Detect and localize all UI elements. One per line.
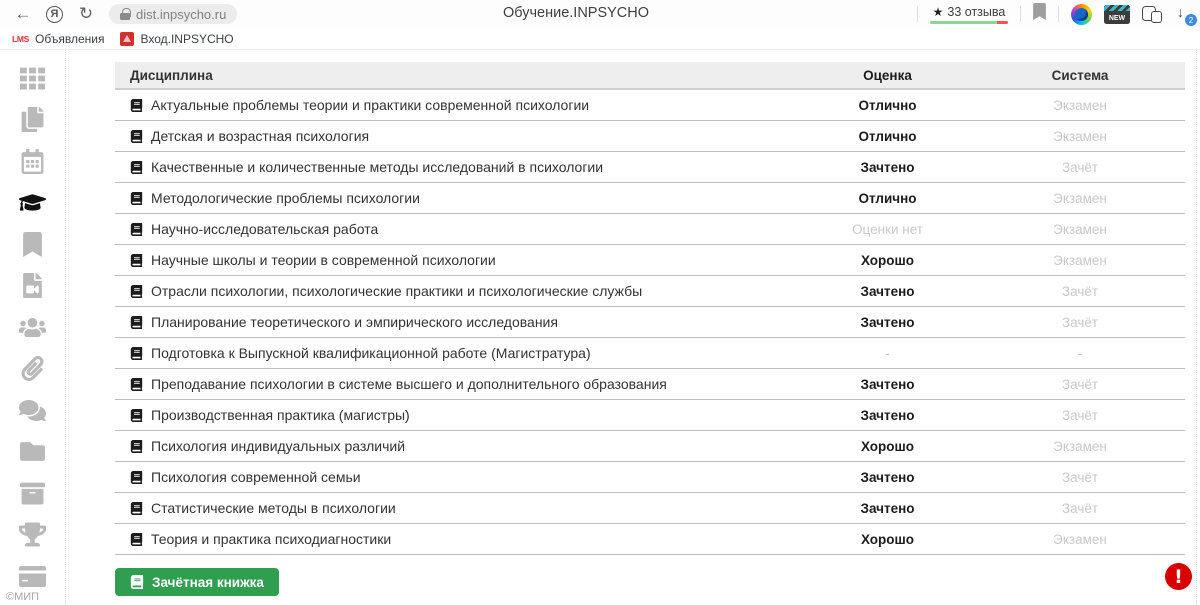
bookmarks-bar: [0, 28, 1200, 50]
copy-icon: [19, 107, 46, 137]
table-row[interactable]: [115, 121, 1185, 152]
bookmark-icon: [19, 232, 46, 262]
copyright-label: ©МИП: [6, 591, 40, 603]
comments-icon: [19, 398, 46, 428]
grade-value: Зачтено: [860, 314, 915, 330]
system-value: Экзамен: [1053, 190, 1107, 206]
discipline-name: Статистические методы в психологии: [151, 500, 396, 516]
book-icon: [130, 575, 144, 589]
bookmark-announcements[interactable]: [8, 32, 108, 46]
discipline-name: Планирование теоретического и эмпирического исследования: [151, 314, 558, 330]
users-icon: [19, 315, 46, 345]
sidebar-item-files[interactable]: [0, 434, 66, 476]
system-value: -: [1077, 345, 1083, 361]
sidebar-item-calendar[interactable]: [0, 143, 66, 185]
sidebar-nav: [0, 50, 66, 605]
table-row[interactable]: [115, 431, 1185, 462]
discipline-name: Подготовка к Выпускной квалификационной работе (Магистратура): [151, 345, 591, 361]
lock-icon: [120, 8, 130, 20]
discipline-name: Качественные и количественные методы исследований в психологии: [151, 159, 604, 175]
video-file-icon: [19, 273, 46, 303]
sidebar-item-attachments[interactable]: [0, 351, 66, 393]
discipline-name: Актуальные проблемы теории и практики современной психологии: [151, 97, 590, 113]
discipline-name: Психология современной семьи: [151, 469, 361, 485]
bookmark-label: Вход.INPSYCHO: [140, 31, 234, 46]
sidebar-item-studies[interactable]: [0, 185, 66, 227]
folder-icon: [19, 439, 46, 469]
book-icon: [130, 347, 143, 360]
system-value: Зачёт: [1061, 283, 1099, 299]
discipline-name: Научно-исследовательская работа: [151, 221, 379, 237]
table-header-row: [115, 62, 1185, 90]
grade-value: Отлично: [858, 128, 917, 144]
book-icon: [130, 440, 143, 453]
back-button[interactable]: ←: [14, 4, 32, 23]
calendar-icon: [19, 149, 46, 179]
grade-value: Зачтено: [860, 376, 915, 392]
separator: [917, 6, 918, 22]
grid-icon: [19, 66, 46, 96]
book-icon: [130, 192, 143, 205]
book-icon: [130, 254, 143, 267]
gradebook-button-label: Зачётная книжка: [152, 574, 264, 590]
discipline-name: Научные школы и теории в современной психологии: [151, 252, 496, 268]
system-value: Экзамен: [1053, 531, 1107, 547]
sidebar-item-documents[interactable]: [0, 102, 66, 144]
book-icon: [130, 99, 143, 112]
trophy-icon: [19, 522, 46, 552]
header-grade: Оценка: [863, 67, 912, 83]
new-feature-icon[interactable]: NEW: [1104, 5, 1130, 24]
book-icon: [130, 378, 143, 391]
grade-value: Хорошо: [860, 252, 915, 268]
system-value: Зачёт: [1061, 407, 1099, 423]
book-icon: [130, 502, 143, 515]
grade-value: Зачтено: [860, 500, 915, 516]
header-discipline: Дисциплина: [130, 67, 213, 83]
book-icon: [130, 223, 143, 236]
lms-favicon: LMS: [12, 33, 30, 44]
mip-logo-favicon: [120, 32, 134, 46]
book-icon: [130, 130, 143, 143]
book-icon: [130, 533, 143, 546]
discipline-name: Детская и возрастная психология: [151, 128, 370, 144]
browser-chrome: [0, 0, 1200, 28]
url-text: dist.inpsycho.ru: [136, 6, 227, 22]
bookmark-flag-icon[interactable]: [1033, 3, 1046, 25]
system-value: Зачёт: [1061, 500, 1099, 516]
grade-value: Отлично: [858, 97, 917, 113]
table-row[interactable]: [115, 400, 1185, 431]
graduation-cap-icon: [19, 190, 46, 220]
table-row[interactable]: [115, 214, 1185, 245]
table-row[interactable]: [115, 462, 1185, 493]
discipline-name: Производственная практика (магистры): [151, 407, 410, 423]
star-icon: ★: [932, 4, 944, 19]
system-value: Зачёт: [1061, 376, 1099, 392]
downloads-button[interactable]: [1174, 4, 1194, 24]
grade-value: Хорошо: [860, 531, 915, 547]
discipline-name: Психология индивидуальных различий: [151, 438, 406, 454]
table-row[interactable]: [115, 524, 1185, 555]
sidebar-item-media[interactable]: [0, 268, 66, 310]
page-right-border: [1196, 50, 1197, 605]
book-icon: [130, 409, 143, 422]
separator: [1020, 6, 1021, 22]
grade-value: Хорошо: [860, 438, 915, 454]
sidebar-item-bookmarks[interactable]: [0, 226, 66, 268]
table-row[interactable]: [115, 183, 1185, 214]
grade-value: Зачтено: [860, 159, 915, 175]
grade-value: Зачтено: [860, 469, 915, 485]
table-row[interactable]: [115, 245, 1185, 276]
yandex-home-button[interactable]: Я: [46, 6, 63, 23]
book-icon: [130, 161, 143, 174]
sidebar-item-users[interactable]: [0, 309, 66, 351]
page-title: Обучение.INPSYCHO: [502, 5, 650, 21]
system-value: Зачёт: [1061, 469, 1099, 485]
system-value: Экзамен: [1053, 221, 1107, 237]
collections-icon[interactable]: [1142, 5, 1162, 23]
gradebook-button[interactable]: [115, 568, 279, 596]
grade-value: Зачтено: [860, 283, 915, 299]
extension-icon[interactable]: [1071, 4, 1092, 25]
downloads-badge: 2: [1185, 14, 1197, 26]
book-icon: [130, 316, 143, 329]
grade-value: Оценки нет: [852, 221, 923, 237]
table-row[interactable]: [115, 369, 1185, 400]
sidebar-item-archive[interactable]: [0, 475, 66, 517]
paperclip-icon: [19, 356, 46, 386]
book-icon: [130, 471, 143, 484]
discipline-name: Отрасли психологии, психологические практики и психологические службы: [151, 283, 643, 299]
book-icon: [130, 285, 143, 298]
table-row[interactable]: [115, 152, 1185, 183]
alert-notification-icon[interactable]: [1165, 563, 1192, 590]
bookmark-login-inpsycho[interactable]: [116, 32, 237, 46]
sidebar-item-grid[interactable]: [0, 60, 66, 102]
table-row[interactable]: [115, 276, 1185, 307]
download-arrow-icon: ↓: [1177, 4, 1184, 20]
discipline-name: Методологические проблемы психологии: [151, 190, 420, 206]
address-bar[interactable]: [109, 4, 237, 24]
grade-value: -: [885, 345, 890, 361]
sidebar-item-achievements[interactable]: [0, 517, 66, 559]
table-row[interactable]: [115, 338, 1185, 369]
system-value: Зачёт: [1061, 314, 1099, 330]
sidebar-item-messages[interactable]: [0, 392, 66, 434]
refresh-button[interactable]: ↻: [78, 4, 94, 23]
system-value: Зачёт: [1061, 159, 1099, 175]
table-row[interactable]: [115, 307, 1185, 338]
reviews-count: 33 отзыва: [947, 4, 1006, 19]
system-value: Экзамен: [1053, 438, 1107, 454]
grade-value: Отлично: [858, 190, 917, 206]
discipline-name: Теория и практика психодиагностики: [151, 531, 392, 547]
card-icon: [19, 564, 46, 594]
system-value: Экзамен: [1053, 97, 1107, 113]
site-reviews-widget[interactable]: [930, 5, 1008, 24]
header-system: Система: [1051, 67, 1109, 83]
exclamation-mark: !: [1174, 565, 1183, 588]
bookmark-label: Объявления: [35, 31, 105, 46]
table-row[interactable]: [115, 493, 1185, 524]
table-row[interactable]: [115, 90, 1185, 121]
grades-table: [115, 62, 1185, 555]
separator: [1058, 6, 1059, 22]
system-value: Экзамен: [1053, 128, 1107, 144]
discipline-name: Преподавание психологии в системе высшего и дополнительного образования: [151, 376, 667, 392]
archive-icon: [19, 481, 46, 511]
grade-value: Зачтено: [860, 407, 915, 423]
system-value: Экзамен: [1053, 252, 1107, 268]
reviews-rating-bar: [930, 21, 1008, 24]
grades-table-body: [115, 90, 1185, 555]
